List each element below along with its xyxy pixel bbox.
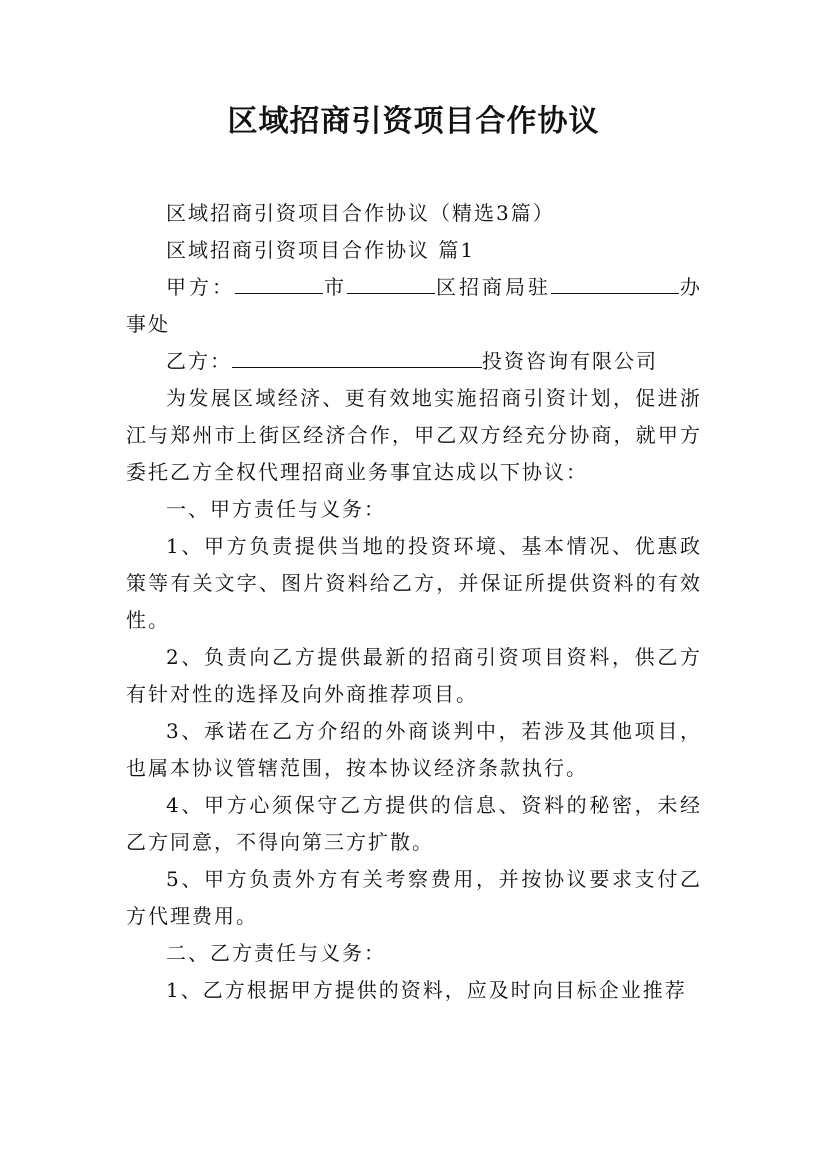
city-suffix: 市 bbox=[323, 275, 347, 299]
office-suffix: 办事处 bbox=[126, 275, 702, 336]
company-suffix: 投资咨询有限公司 bbox=[482, 349, 658, 373]
section-heading: 区域招商引资项目合作协议 篇1 bbox=[166, 238, 476, 262]
document-title: 区域招商引资项目合作协议 bbox=[227, 104, 600, 139]
district-blank bbox=[347, 271, 435, 294]
section-b-item: 1、乙方根据甲方提供的资料，应及时向目标企业推荐 bbox=[166, 978, 687, 1002]
party-a-line bbox=[126, 269, 702, 343]
section-a-heading: 一、甲方责任与义务： bbox=[166, 497, 386, 521]
office-blank bbox=[551, 271, 679, 294]
company-blank bbox=[232, 345, 482, 368]
section-a-item: 3、承诺在乙方介绍的外商谈判中，若涉及其他项目，也属本协议管辖范围，按本协议经济条款执行。 bbox=[126, 719, 702, 780]
bureau-text: 区招商局驻 bbox=[435, 275, 551, 299]
party-a-label: 甲方： bbox=[166, 275, 235, 299]
section-a-item: 4、甲方心须保守乙方提供的信息、资料的秘密，未经乙方同意，不得向第三方扩散。 bbox=[126, 793, 702, 854]
section-b-heading: 二、乙方责任与义务： bbox=[166, 941, 386, 965]
party-b-line bbox=[126, 343, 702, 380]
section-a-item: 2、负责向乙方提供最新的招商引资项目资料，供乙方有针对性的选择及向外商推荐项目。 bbox=[126, 645, 702, 706]
party-b-label: 乙方： bbox=[166, 349, 232, 373]
section-a-item: 5、甲方负责外方有关考察费用，并按协议要求支付乙方代理费用。 bbox=[126, 867, 702, 928]
document-body bbox=[126, 195, 702, 1009]
intro-paragraph: 为发展区域经济、更有效地实施招商引资计划，促进浙江与郑州市上街区经济合作，甲乙双方经充分协商，就甲方委托乙方全权代理招商业务事宜达成以下协议： bbox=[126, 386, 702, 484]
city-blank bbox=[235, 271, 323, 294]
section-a-item: 1、甲方负责提供当地的投资环境、基本情况、优惠政策等有关文字、图片资料给乙方，并保证所提供资料的有效性。 bbox=[126, 534, 702, 632]
subtitle: 区域招商引资项目合作协议（精选3篇） bbox=[166, 201, 555, 225]
